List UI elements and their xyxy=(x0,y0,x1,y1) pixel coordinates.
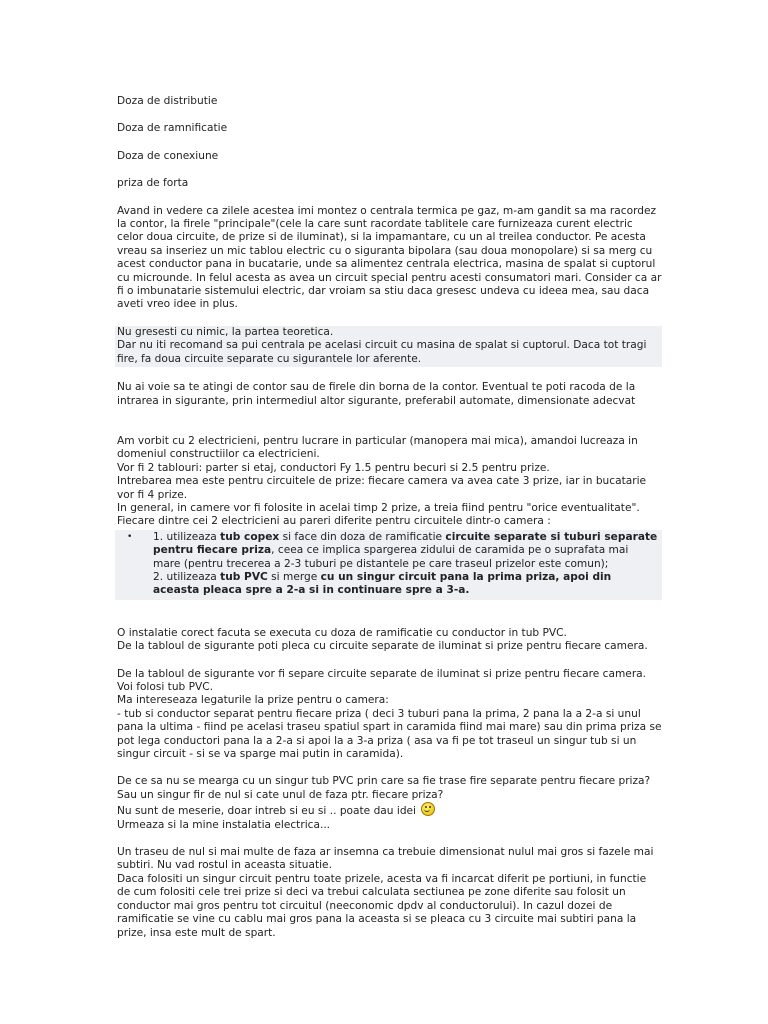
option-1: 1. utilizeaza tub copex si face din doza de ramificatie circuite separate si tuburi separate pentru fiecare priza, ceea ce implica spargerea zidului de caramida pe o suprafata mai mare (pentru trecerea a 2-3 tuburi pe distantele pe care traseul prizelor este comun); xyxy=(153,530,658,570)
question-paragraph: Avand in vedere ca zilele acestea imi montez o centrala termica pe gaz, m-am gandit sa ma racordez la contor, la firele "principale"(cele la care sunt racordate tablitele care furnizeaza curent electric celor doua circuite, de prize si de iluminat), si la impamantare, cu un al treilea conductor. Pe acesta vreau sa inseriez un mic tablou electric cu o siguranta bipolara (sau doua monopolare) si sa merg cu acest conductor pana in bucatarie, unde sa alimentez centrala electrica, masina de spalat si cuptorul cu microunde. In felul acesta as avea un circuit special pentru acesti consumatori mari. Consider ca ar fi o imbunatarie sistemului electric, dar vroiam sa stiu daca gresesc undeva cu ideea mea, sau daca aveti vreo idee in plus. xyxy=(117,204,662,311)
quoted-reply xyxy=(115,326,662,367)
reply-line-1: Nu gresesti cu nimic, la partea teoretica. xyxy=(117,325,334,338)
followup-line-1: De la tabloul de sigurante vor fi separe circuite separate de iluminat si prize pentru fiecare camera. Voi folosi tub PVC. xyxy=(117,667,647,693)
heading-doza-ramnificatie: Doza de ramnificatie xyxy=(117,122,228,135)
answer-1-line-1: O instalatie corect facuta se executa cu doza de ramificatie cu conductor in tub PVC. xyxy=(117,626,567,639)
final-answer xyxy=(117,846,662,940)
reply-line-2: Dar nu iti recomand sa pui centrala pe acelasi circuit cu masina de spalat si cuptorul. Daca tot tragi fire, fa doua circuite separate cu sigurantele lor aferente. xyxy=(117,339,647,365)
heading-doza-conexiune: Doza de conexiune xyxy=(117,149,219,162)
bullet-icon: • xyxy=(127,531,133,542)
smiley-face-icon xyxy=(421,802,435,816)
list-item xyxy=(119,531,658,598)
electricians-line-5: Fiecare dintre cei 2 electricieni au pareri diferite pentru circuitele dintr-o camera : xyxy=(117,515,551,528)
question-2-paragraph: De ce sa nu se mearga cu un singur tub PVC prin care sa fie trase fire separate pentru fiecare priza? Sau un singur fir de nul si cate unul de faza ptr. fiecare priza? xyxy=(117,775,651,801)
final-answer-line-1: Un traseu de nul si mai multe de faza ar insemna ca trebuie dimensionat nulul mai gros si fazele mai subtiri. Nu vad rostul in aceasta situatie. xyxy=(117,846,654,872)
options-text xyxy=(153,531,658,598)
electricians-line-2: Vor fi 2 tablouri: parter si etaj, conductori Fy 1.5 pentru becuri si 2.5 pentru prize. xyxy=(117,461,550,474)
contor-note-paragraph: Nu ai voie sa te atingi de contor sau de firele din borna de la contor. Eventual te poti racoda de la intrarea in sigurante, prin intermediul altor sigurante, preferabil automate, dimensionate adecvat xyxy=(117,381,636,407)
option-2: 2. utilizeaza tub PVC si merge cu un singur circuit pana la prima priza, apoi din aceasta pleaca spre a 2-a si in continuare spre a 3-a. xyxy=(153,570,612,597)
options-list xyxy=(115,530,662,600)
document-page xyxy=(117,95,662,954)
heading-priza-forta: priza de forta xyxy=(117,177,189,190)
heading-doza-distributie: Doza de distributie xyxy=(117,95,218,107)
answer-1-line-2: De la tabloul de sigurante poti pleca cu circuite separate de iluminat si prize pentru fiecare camera. xyxy=(117,640,648,653)
electricians-line-3: Intrebarea mea este pentru circuitele de prize: fiecare camera va avea cate 3 prize, iar in bucatarie vor fi 4 prize. xyxy=(117,475,647,501)
meserie-section xyxy=(117,802,662,832)
electricians-line-4: In general, in camere vor fi folosite in acelai timp 2 prize, a treia fiind pentru "orice eventualitate". xyxy=(117,501,640,514)
meserie-line-2: Urmeaza si la mine instalatia electrica... xyxy=(117,818,331,831)
final-answer-line-2: Daca folositi un singur circuit pentru toate prizele, acesta va fi incarcat diferit pe portiuni, in functie de cum folositi cele trei prize si deci va trebui calculata sectiunea pe zone diferite sau folosit un conductor mai gros pentru tot circuitul (neeconomic dpdv al conductorului). In cazul dozei de ramificatie se vine cu cablu mai gros pana la aceasta si se pleaca cu 3 circuite mai subtiri pana la prize, insa este mult de spart. xyxy=(117,872,647,939)
meserie-line-1: Nu sunt de meserie, doar intreb si eu si .. poate dau idei xyxy=(117,802,662,818)
followup-line-2: Ma intereseaza legaturile la prize pentru o camera: xyxy=(117,694,389,707)
followup-line-3: - tub si conductor separat pentru fiecare priza ( deci 3 tuburi pana la prima, 2 pana la a 2-a si unul pana la ultima - fiind pe acelasi traseu spatiul spart in caramida fiind mai mare) sau din prima priza se pot lega conductori pana la a 2-a si apoi la a 3-a priza ( asa va fi pe tot traseul un singur tub si un singur circuit - si se va sparge mai putin in caramida). xyxy=(117,707,662,761)
followup-section xyxy=(117,668,662,762)
electricians-section xyxy=(117,435,662,529)
electricians-line-1: Am vorbit cu 2 electricieni, pentru lucrare in particular (manopera mai mica), amandoi lucreaza in domeniul constructiilor ca electricieni. xyxy=(117,434,638,461)
answer-1 xyxy=(117,627,662,654)
